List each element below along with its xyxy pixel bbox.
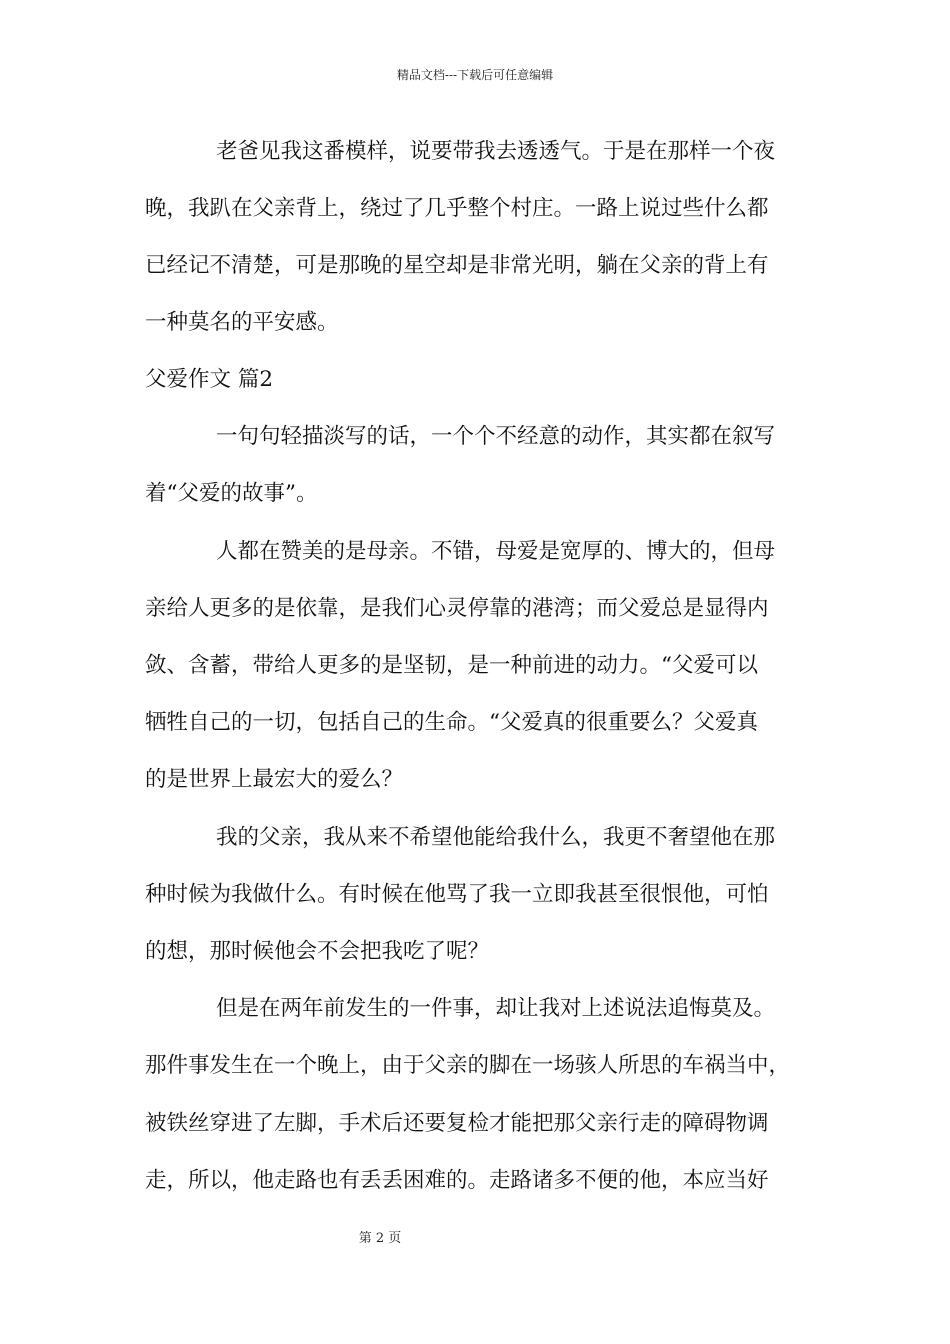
paragraph-line: 的是世界上最宏大的爱么？ — [145, 767, 404, 792]
paragraph-line: 的想，那时候他会不会把我吃了呢？ — [145, 939, 490, 964]
section-heading: 父爱作文 篇2 — [145, 367, 274, 392]
paragraph-line: 老爸见我这番模样，说要带我去透透气。于是在那样一个夜 — [216, 139, 776, 164]
paragraph-line: 那件事发生在一个晚上，由于父亲的脚在一场骇人所思的车祸当中， — [145, 1053, 791, 1078]
page-number: 第 2 页 — [358, 1231, 402, 1246]
paragraph-line: 着“父爱的故事”。 — [145, 481, 318, 506]
paragraph-line: 走，所以，他走路也有丢丢困难的。走路诸多不便的他，本应当好 — [145, 1168, 769, 1193]
paragraph-line: 一句句轻描淡写的话，一个个不经意的动作，其实都在叙写 — [216, 424, 776, 449]
paragraph-line: 敛、含蓄，带给人更多的是坚韧，是一种前进的动力。“父爱可以 — [145, 653, 758, 678]
paragraph-line: 但是在两年前发生的一件事，却让我对上述说法追悔莫及。 — [216, 996, 776, 1021]
paragraph-line: 一种莫名的平安感。 — [145, 310, 339, 335]
paragraph-line: 我的父亲，我从来不希望他能给我什么，我更不奢望他在那 — [216, 825, 776, 850]
paragraph-line: 种时候为我做什么。有时候在他骂了我一立即我甚至很恨他，可怕 — [145, 882, 769, 907]
page-header: 精品文档---下载后可任意编辑 — [396, 68, 554, 82]
paragraph-line: 牺牲自己的一切，包括自己的生命。“父爱真的很重要么？父爱真 — [145, 710, 758, 735]
paragraph-line: 人都在赞美的是母亲。不错，母爱是宽厚的、博大的，但母 — [216, 539, 776, 564]
paragraph-line: 晚，我趴在父亲背上，绕过了几乎整个村庄。一路上说过些什么都 — [145, 196, 769, 221]
paragraph-line: 亲给人更多的是依靠，是我们心灵停靠的港湾；而父爱总是显得内 — [145, 596, 769, 621]
paragraph-line: 已经记不清楚，可是那晚的星空却是非常光明，躺在父亲的背上有 — [145, 253, 769, 278]
paragraph-line: 被铁丝穿进了左脚，手术后还要复检才能把那父亲行走的障碍物调 — [145, 1111, 769, 1136]
